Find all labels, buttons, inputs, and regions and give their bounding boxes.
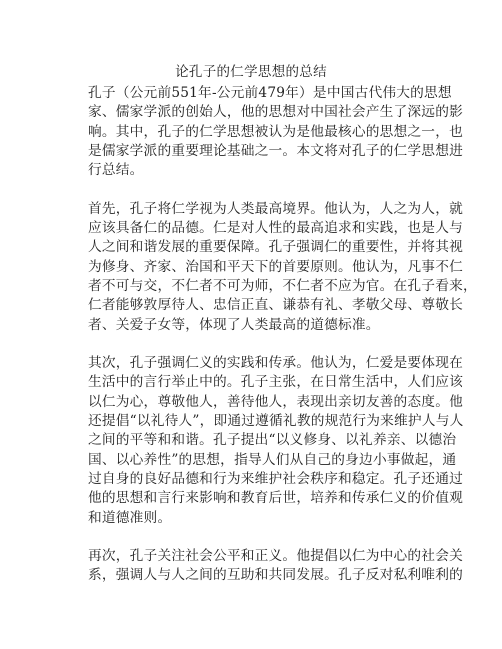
- paragraph-line: 者、关爱子女等，体现了人类最高的道德标准。: [88, 316, 380, 333]
- document-title: 论孔子的仁学思想的总结: [175, 64, 327, 80]
- paragraph-line: 之间的平等和和谐。孔子提出“以义修身、以礼养亲、以德治: [88, 432, 457, 449]
- paragraph-line: 为修身、齐家、治国和平天下的首要原则。他认为，凡事不仁: [88, 258, 463, 275]
- paragraph-line: 首先，孔子将仁学视为人类最高境界。他认为，人之为人，就: [88, 200, 463, 217]
- paragraph-line: 者不可与交，不仁者不可为师，不仁者不应为官。在孔子看来，: [88, 277, 477, 294]
- paragraph-line: 响。其中，孔子的仁学思想被认为是他最核心的思想之一，也: [88, 123, 463, 140]
- paragraph-line: 仁者能够敦厚待人、忠信正直、谦恭有礼、孝敬父母、尊敬长: [88, 297, 463, 314]
- document-body: [88, 84, 477, 605]
- paragraph-line: 以仁为心，尊敬他人，善待他人，表现出亲切友善的态度。他: [88, 393, 463, 410]
- paragraph: [88, 200, 477, 335]
- paragraph-line: 孔子（公元前551年-公元前479年）是中国古代伟大的思想: [88, 85, 452, 101]
- paragraph-line: 应该具备仁的品德。仁是对人性的最高追求和实践，也是人与: [88, 220, 463, 237]
- paragraph-line: 还提倡“以礼待人”，即通过遵循礼教的规范行为来维护人与人: [88, 413, 464, 430]
- paragraph-line: 过自身的良好品德和行为来维护社会秩序和稳定。孔子还通过: [88, 470, 463, 487]
- paragraph-line: 再次，孔子关注社会公平和正义。他提倡以仁为中心的社会关: [88, 548, 463, 565]
- paragraph-line: 国、以心养性”的思想，指导人们从自己的身边小事做起，通: [88, 451, 457, 468]
- paragraph: [88, 84, 463, 180]
- paragraph-line: 人之间和谐发展的重要保障。孔子强调仁的重要性，并将其视: [88, 239, 463, 256]
- paragraph-line: 家、儒家学派的创始人，他的思想对中国社会产生了深远的影: [88, 104, 463, 121]
- paragraph-line: 和道德准则。: [88, 509, 172, 526]
- paragraph-line: 生活中的言行举止中的。孔子主张，在日常生活中，人们应该: [88, 374, 463, 391]
- paragraph-line: 是儒家学派的重要理论基础之一。本文将对孔子的仁学思想进: [88, 142, 463, 159]
- paragraph-line: 他的思想和言行来影响和教育后世，培养和传承仁义的价值观: [88, 490, 463, 507]
- paragraph-line: 行总结。: [88, 162, 144, 179]
- paragraph: [88, 354, 464, 528]
- paragraph: [88, 547, 463, 586]
- paragraph-line: 系，强调人与人之间的互助和共同发展。孔子反对私利唯利的: [88, 567, 463, 584]
- paragraph-line: 其次，孔子强调仁义的实践和传承。他认为，仁爱是要体现在: [88, 355, 463, 372]
